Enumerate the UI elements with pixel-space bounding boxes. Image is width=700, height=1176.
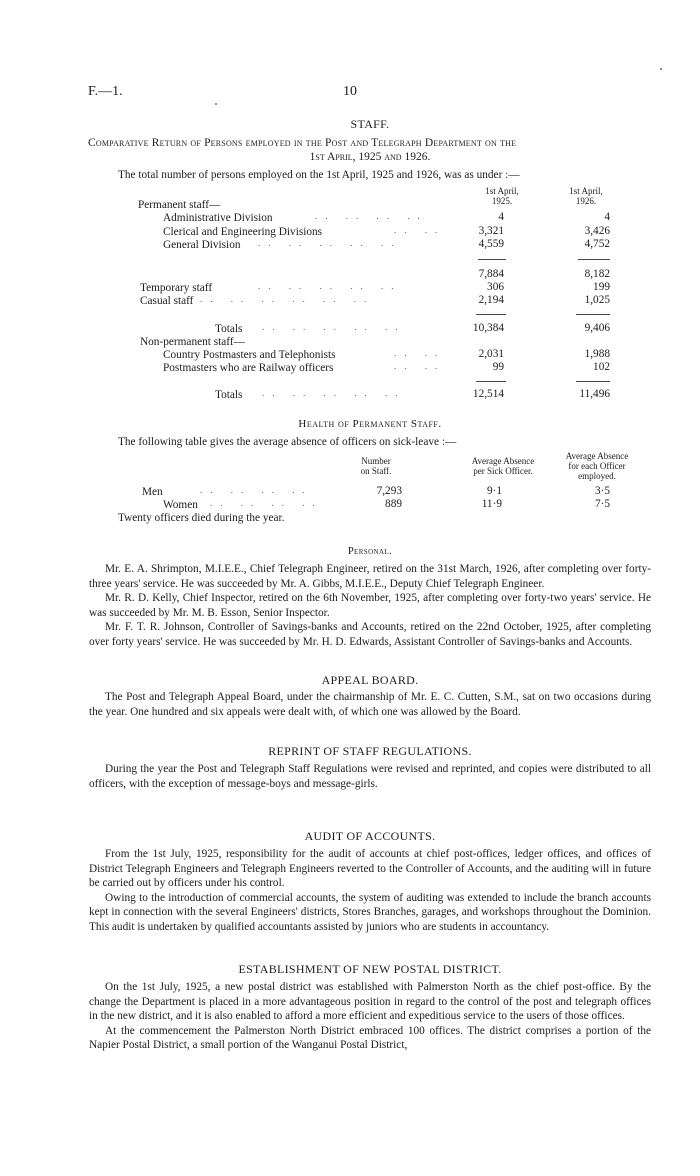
paragraph: At the commencement the Palmerston North District embraced 100 offices. The district comprises a portion of the Napier Postal District, a small portion of the Wanganui Postal District,	[89, 1024, 651, 1052]
dot-leader: .. .. .. .. .. ..	[200, 294, 375, 304]
dot-leader: .. .. .. ..	[210, 498, 323, 508]
dot-leader: .. .. .. .. ..	[262, 388, 406, 398]
staff-heading: STAFF.	[350, 117, 390, 131]
dot-leader: .. .. .. ..	[200, 485, 313, 495]
value-1925: 10,384	[472, 322, 504, 334]
district-section	[89, 980, 651, 1053]
value-1925: 306	[487, 281, 504, 293]
value-1926: 1,988	[584, 348, 610, 360]
number-on-staff: 7,293	[376, 485, 402, 497]
row-label: Administrative Division	[163, 212, 273, 224]
row-label: Country Postmasters and Telephonists	[163, 349, 336, 361]
health-note: Twenty officers died during the year.	[118, 512, 285, 524]
dot-leader: .. ..	[394, 361, 446, 371]
paragraph: The Post and Telegraph Appeal Board, under the chairmanship of Mr. E. C. Cutten, S.M., sat on two occasions during the year. One hundred and six appeals were dealt with, of which one was allowed by the Board.	[89, 691, 651, 718]
sum-rule	[478, 259, 506, 260]
value-1926: 4,752	[584, 238, 610, 250]
paragraph: Mr. E. A. Shrimpton, M.I.E.E., Chief Telegraph Engineer, retired on the 31st March, 1926, after completing over forty-three years' service. He was succeeded by Mr. A. Gibbs, M.I.E.E., Deputy Chief Telegraph Engineer.	[89, 563, 651, 590]
row-label: General Division	[163, 239, 241, 251]
value-1925: 7,884	[478, 268, 504, 280]
sum-rule	[476, 314, 506, 315]
value-1926: 11,496	[579, 388, 610, 400]
health-heading: Health of Permanent Staff.	[298, 418, 442, 430]
paragraph: From the 1st July, 1925, responsibility for the audit of accounts at chief post-offices, ledger offices, and offices of District Telegraph Engineers and Telegraph Engineers reverted to the Controller of Accounts, and the auditing will in future be carried out by officers under his control.	[89, 848, 651, 890]
dot-leader: .. .. .. .. ..	[258, 238, 402, 248]
value-1925: 99	[492, 361, 504, 373]
staff-intro: The total number of persons employed on the 1st April, 1925 and 1926, was as under :—	[118, 169, 520, 181]
column-header-per-officer: Average Absence for each Officer employed.	[565, 451, 629, 481]
dot-leader: .. .. .. .. ..	[258, 281, 402, 291]
personal-section	[89, 562, 651, 650]
row-label: Totals	[215, 389, 243, 401]
value-1926: 102	[593, 361, 610, 373]
value-1925: 2,031	[478, 348, 504, 360]
page-number: 10	[343, 84, 357, 99]
row-label: Men	[142, 486, 163, 498]
staff-subtitle-line2: 1st April, 1925 and 1926.	[309, 151, 431, 163]
row-label: Permanent staff—	[138, 199, 221, 211]
appeal-section	[89, 690, 651, 719]
paragraph: Owing to the introduction of commercial accounts, the system of auditing was extended to include the branch accounts kept in connection with the several Engineers' districts, Stores Branches, garages, and workshops throughout the Dominion. This audit is undertaken by qualified accountants assisted by juniors who are students in accountancy.	[89, 891, 651, 933]
speck-mark	[215, 103, 217, 105]
row-label: Postmasters who are Railway officers	[163, 362, 334, 374]
absence-per-sick: 11·9	[481, 498, 502, 510]
value-1925: 2,194	[478, 294, 504, 306]
sum-rule	[578, 259, 610, 260]
row-label: Temporary staff	[140, 282, 213, 294]
column-header-number: Number on Staff.	[360, 456, 392, 476]
sum-rule	[576, 381, 610, 382]
absence-per-sick: 9·1	[486, 485, 502, 497]
speck-mark	[660, 68, 662, 70]
dot-leader: .. .. .. ..	[315, 211, 428, 221]
paragraph: Mr. F. T. R. Johnson, Controller of Savings-banks and Accounts, retired on the 22nd October, 1925, after completing over forty years' service. He was succeeded by Mr. H. D. Edwards, Assistant Controller of Savings-banks and Accounts.	[89, 621, 651, 648]
reprint-heading: REPRINT OF STAFF REGULATIONS.	[268, 744, 472, 758]
health-intro: The following table gives the average absence of officers on sick-leave :—	[118, 436, 457, 448]
row-label: Casual staff	[140, 295, 194, 307]
district-heading: ESTABLISHMENT OF NEW POSTAL DISTRICT.	[238, 962, 502, 976]
number-on-staff: 889	[385, 498, 402, 510]
dot-leader: .. ..	[394, 225, 446, 235]
dot-leader: .. ..	[394, 348, 446, 358]
paragraph: On the 1st July, 1925, a new postal district was established with Palmerston North as the chief post-office. By the change the Department is placed in a more advantageous position in regard to the control of the post and telegraph offices in the new district, and it is also enabled to afford a more efficient and expeditious service to the users of those offices.	[89, 981, 651, 1023]
value-1926: 9,406	[584, 322, 610, 334]
value-1925: 4,559	[478, 238, 504, 250]
series-code: F.—1.	[88, 84, 123, 99]
reprint-section	[89, 762, 651, 791]
dot-leader: .. .. .. .. ..	[262, 322, 406, 332]
absence-per-officer: 3·5	[594, 485, 610, 497]
sum-rule	[576, 314, 610, 315]
row-label: Women	[163, 499, 198, 511]
value-1925: 4	[498, 211, 504, 223]
audit-heading: AUDIT OF ACCOUNTS.	[304, 829, 436, 843]
appeal-heading: APPEAL BOARD.	[321, 673, 419, 687]
value-1926: 8,182	[584, 268, 610, 280]
audit-section	[89, 847, 651, 935]
value-1926: 3,426	[584, 225, 610, 237]
value-1926: 1,025	[584, 294, 610, 306]
staff-subtitle-line1: Comparative Return of Persons employed in the Post and Telegraph Department on the	[88, 137, 517, 149]
personal-heading: Personal.	[347, 546, 393, 557]
value-1926: 199	[593, 281, 610, 293]
absence-per-officer: 7·5	[594, 498, 610, 510]
paragraph: During the year the Post and Telegraph Staff Regulations were revised and reprinted, and copies were distributed to all officers, with the exception of message-boys and message-girls.	[89, 763, 651, 790]
sum-rule	[476, 381, 506, 382]
row-label: Totals	[215, 323, 243, 335]
value-1925: 3,321	[478, 225, 504, 237]
column-header-1926: 1st April, 1926.	[569, 186, 603, 206]
row-label: Clerical and Engineering Divisions	[163, 226, 323, 238]
value-1926: 4	[604, 211, 610, 223]
paragraph: Mr. R. D. Kelly, Chief Inspector, retired on the 6th November, 1925, after completing over forty-two years' service. He was succeeded by Mr. M. B. Esson, Senior Inspector.	[89, 592, 651, 619]
column-header-1925: 1st April, 1925.	[485, 186, 519, 206]
column-header-per-sick: Average Absence per Sick Officer.	[471, 456, 535, 476]
value-1925: 12,514	[472, 388, 504, 400]
row-label: Non-permanent staff—	[140, 336, 245, 348]
